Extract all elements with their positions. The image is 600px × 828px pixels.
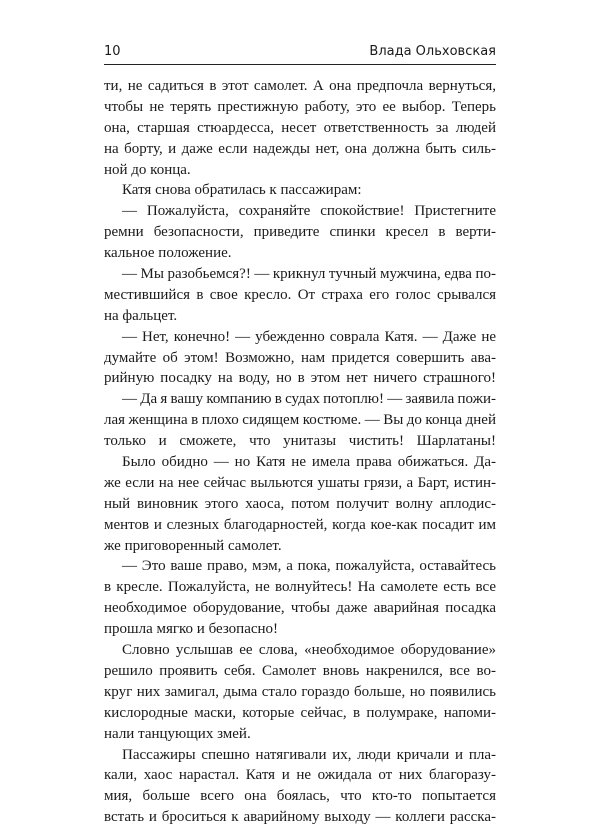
text-line: же если на нее сейчас выльются ушаты грязи, а Барт, истин-: [104, 474, 496, 491]
text-line: — Да я вашу компанию в судах потоплю! — заявила пожи-: [122, 391, 496, 408]
text-line: Катя снова обратилась к пассажирам:: [122, 182, 362, 199]
text-line: она, старшая стюардесса, несет ответственность за людей: [104, 119, 496, 136]
text-line: лая женщина в плохо сидящем костюме. — Вы до конца дней: [104, 412, 496, 429]
text-line: — Мы разобьемся?! — крикнул тучный мужчина, едва по-: [122, 266, 496, 283]
running-title-author: Влада Ольховская: [369, 44, 496, 59]
text-line: прошла мягко и безопасно!: [104, 621, 279, 638]
text-line: мия, больше всего она боялась, что кто-то попытается: [104, 788, 496, 805]
text-line: кальное положение.: [104, 245, 232, 262]
text-line: — Пожалуйста, сохраняйте спокойствие! Пристегните: [122, 203, 496, 220]
text-line: ментов и слезных благодарностей, когда кое-как посадит им: [104, 516, 496, 533]
page-number: 10: [104, 44, 121, 59]
page-header: [104, 42, 496, 65]
text-line: — Это ваше право, мэм, а пока, пожалуйста, оставайтесь: [122, 558, 496, 575]
text-line: необходимое оборудование, чтобы даже аварийная посадка: [104, 600, 496, 617]
text-line: — Нет, конечно! — убежденно соврала Катя. — Даже не: [122, 328, 496, 345]
text-line: встать и броситься к аварийному выходу — коллеги расска-: [104, 809, 496, 826]
text-line: же приговоренный самолет.: [104, 537, 282, 554]
text-line: Словно услышав ее слова, «необходимое оборудование»: [122, 642, 496, 659]
text-line: ной до конца.: [104, 161, 191, 178]
text-line: местившийся в свое кресло. От страха его голос срывался: [104, 286, 496, 303]
text-line: Пассажиры спешно натягивали их, люди кричали и пла-: [122, 746, 496, 763]
text-line: ти, не садиться в этот самолет. А она предпочла вернуться,: [104, 78, 496, 94]
text-line: ный виновник этого хаоса, потом получит волну аплодис-: [104, 495, 496, 512]
text-line: Было обидно — но Катя не имела права обижаться. Да-: [122, 454, 496, 471]
text-line: решило проявить себя. Самолет вновь накренился, все во-: [104, 662, 496, 679]
text-line: в кресле. Пожалуйста, не волнуйтесь! На самолете есть все: [104, 579, 496, 596]
text-line: ремни безопасности, приведите спинки кресел в верти-: [104, 224, 496, 241]
text-line: кислородные маски, которые сейчас, в полумраке, напоми-: [104, 704, 496, 721]
text-line: чтобы не терять престижную работу, это ее выбор. Теперь: [104, 98, 496, 115]
text-line: только и сможете, что унитазы чистить! Шарлатаны!: [104, 433, 496, 450]
text-line: кали, хаос нарастал. Катя и не ожидала от них благоразу-: [104, 767, 496, 784]
text-line: нали танцующих змей.: [104, 725, 251, 742]
text-line: рийную посадку на воду, но в этом нет ничего страшного!: [104, 370, 496, 387]
text-line: на борту, и даже если надежды нет, она должна быть силь-: [104, 140, 496, 157]
text-line: круг них замигал, дыма стало гораздо больше, но появились: [104, 683, 496, 700]
text-line: на фальцет.: [104, 307, 178, 324]
text-line: думайте об этом! Возможно, нам придется совершить ава-: [104, 349, 496, 366]
body-text: [104, 76, 496, 828]
